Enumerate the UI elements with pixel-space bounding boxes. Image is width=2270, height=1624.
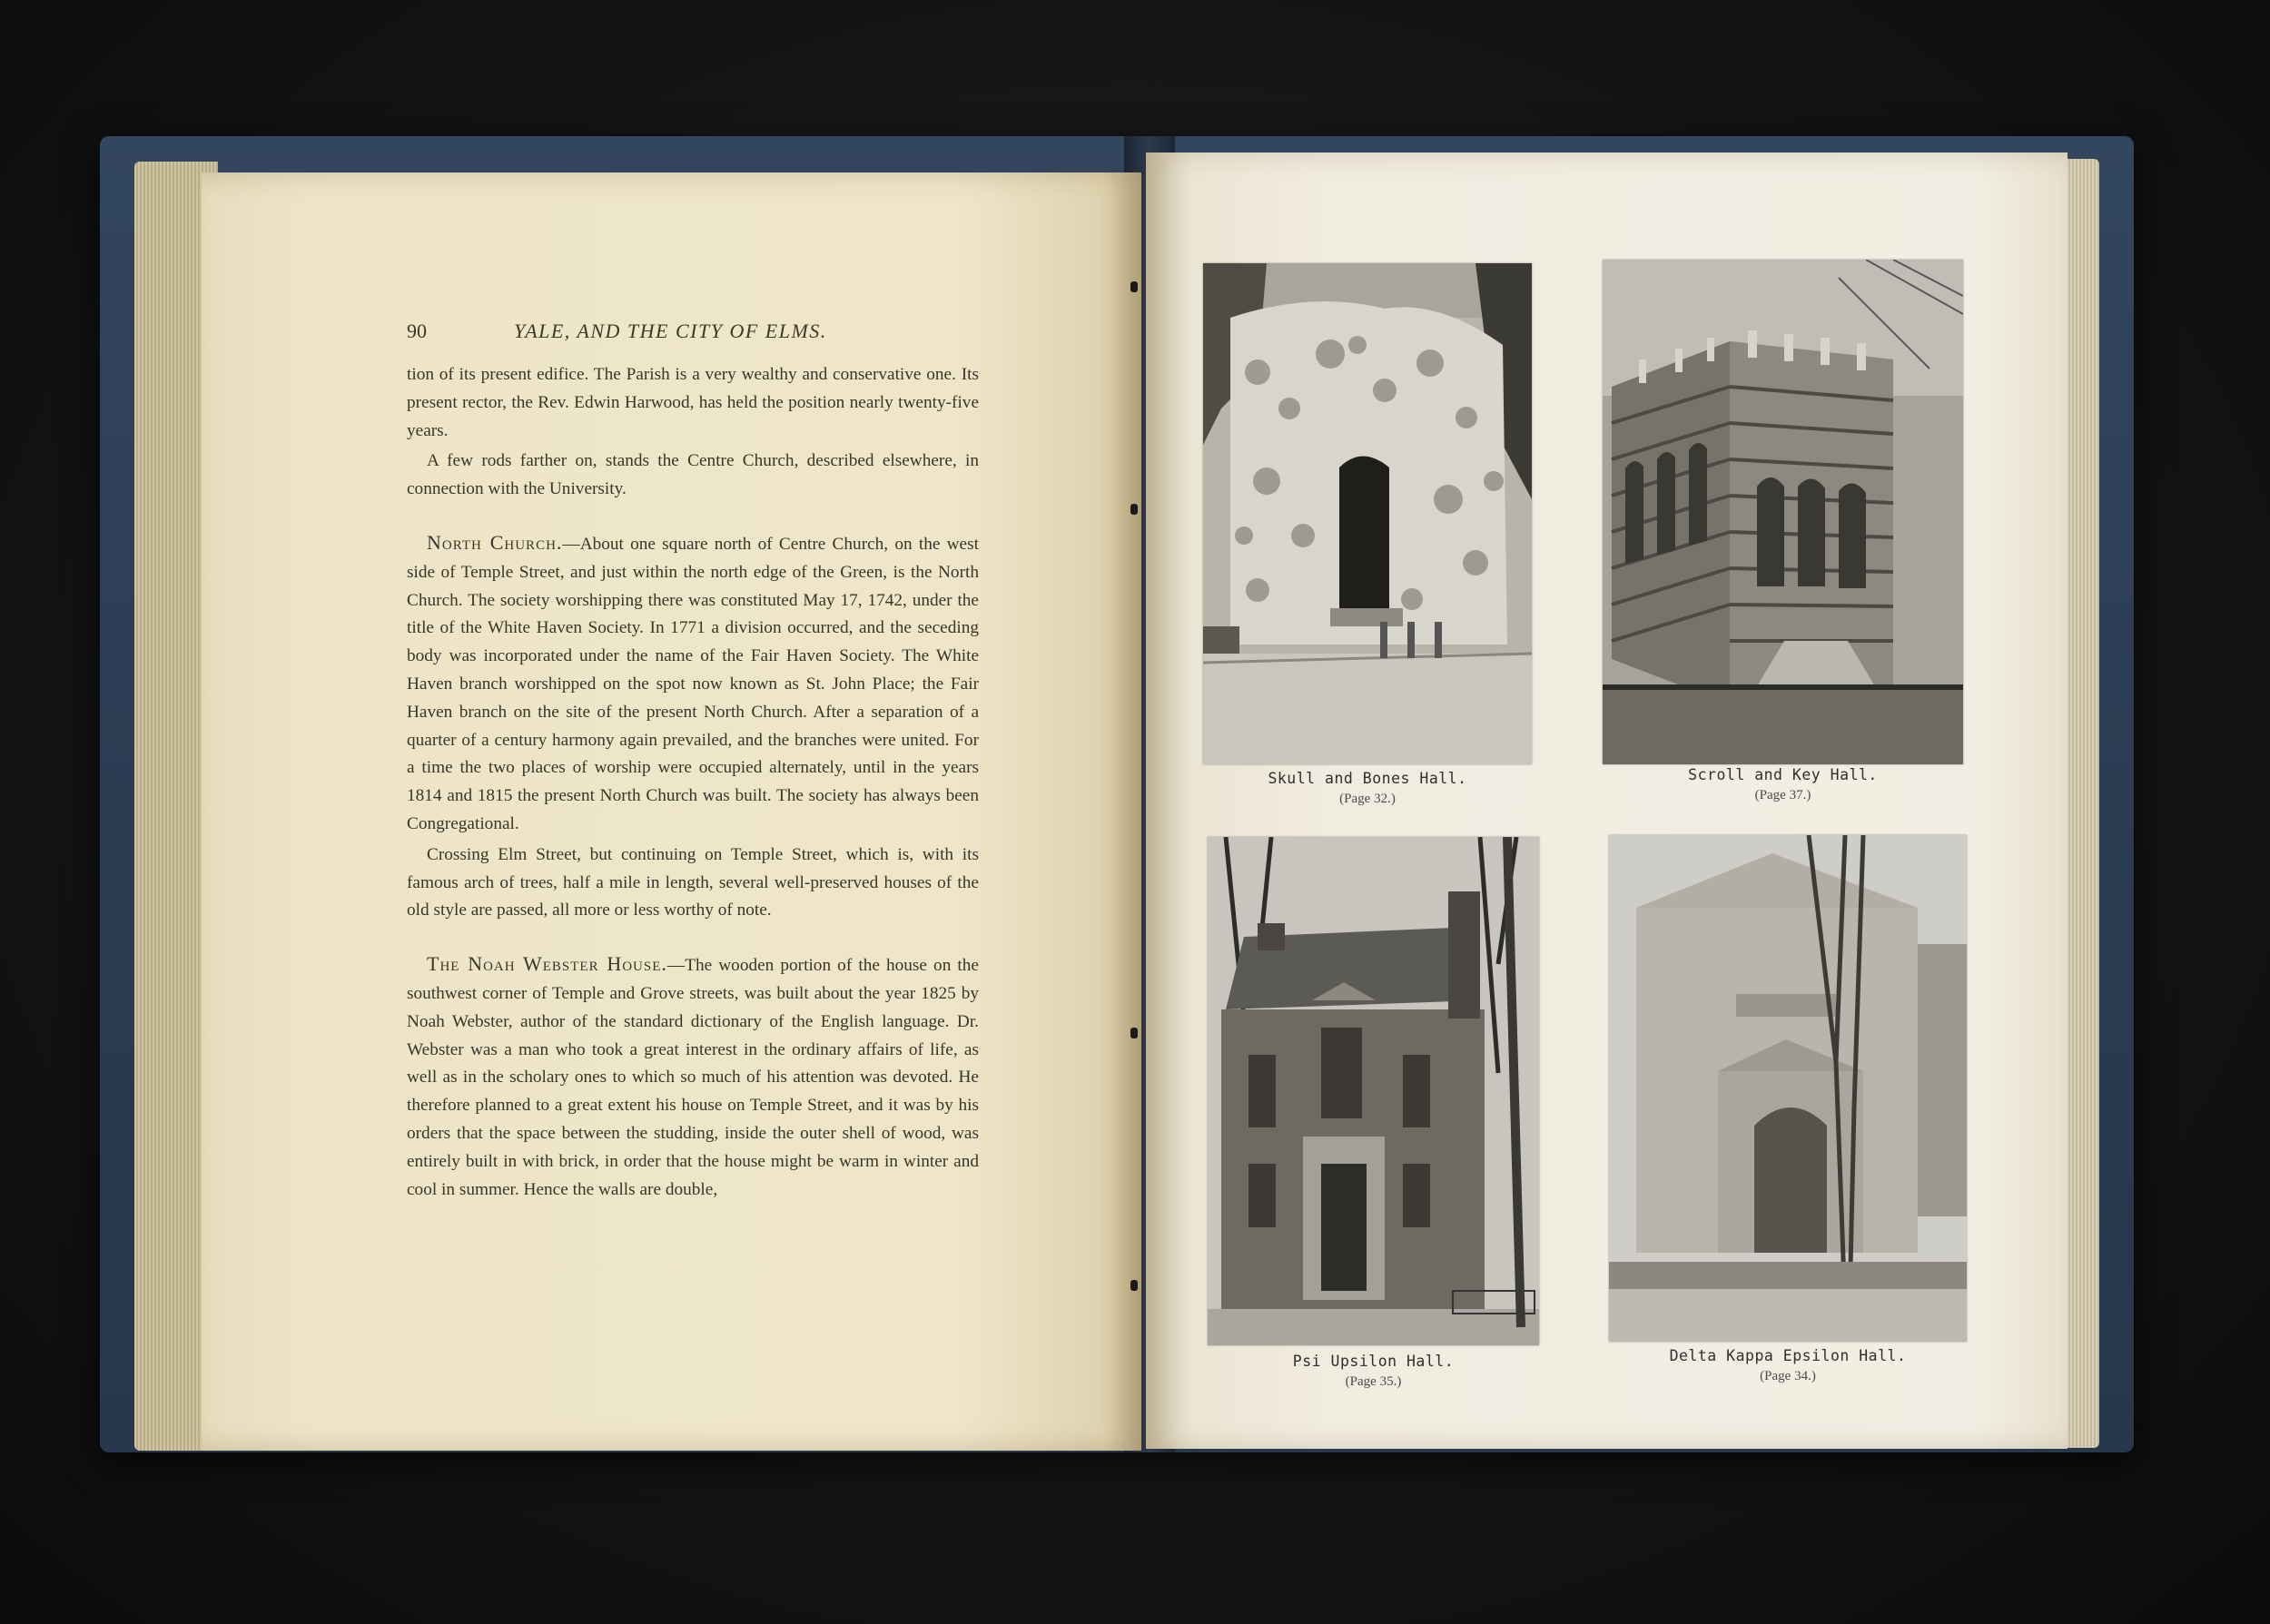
page-number: 90 (407, 320, 427, 342)
section-text: —The wooden portion of the house on the southwest corner of Temple and Grove streets, was built about the year 1825 by Noah Webster, author of the standard dictionary of the English language. Dr. Webster was a man who took a great interest in the ordinary affairs of life, as well as in the scholary ones to which so much of his attention was devoted. He therefore planned to a great extent his house on Temple Street, and it was by his orders that the space between the studding, inside the outer shell of wood, was entirely built in with brick, in order that the house might be warm in winter and cool in summer. Hence the walls are double, (407, 956, 979, 1199)
paragraph-elm-street: Crossing Elm Street, but continuing on Temple Street, which is, with its famous arch of trees, half a mile in length, several well-preserved houses of the old style are passed, all more or less worthy of note. (407, 844, 979, 920)
section-heading: The Noah Webster House. (427, 952, 667, 976)
binding-thread (1130, 504, 1138, 515)
plate-photo-skull-and-bones (1203, 263, 1532, 764)
right-page-edges (2063, 159, 2099, 1448)
plate-page-ref: (Page 37.) (1754, 788, 1811, 802)
paragraph-continuation: tion of its present edifice. The Parish is a very wealthy and conservative one. Its present rector, the Rev. Edwin Harwood, has held the position nearly twenty-five years. (407, 365, 979, 440)
plate-photo-delta-kappa-epsilon (1609, 835, 1967, 1342)
plate-caption: Psi Upsilon Hall. (1292, 1353, 1455, 1370)
plate-caption: Delta Kappa Epsilon Hall. (1669, 1347, 1907, 1364)
section-text: —About one square north of Centre Church, on the west side of Temple Street, and just within the north edge of the Green, is the North Church. The society worshipping there was constituted May 17, 1742, under the title of the White Haven Society. In 1771 a division occurred, and the seceding body was incorporated under the name of the Fair Haven Society. The White Haven branch worshipped on the spot now known as St. John Place; the Fair Haven branch on the site of the present North Church. After a separation of a quarter of a century harmony again prevailed, and the branches were united. For a time the two places of worship were occupied alternately, until in the years 1814 and 1815 the present North Church was built. The society has always been Congregational. (407, 534, 979, 833)
section-noah-webster-house (407, 950, 979, 1204)
running-head (407, 320, 988, 352)
binding-thread (1130, 1028, 1138, 1038)
body-text (407, 361, 979, 1204)
plate-photo-psi-upsilon (1208, 837, 1539, 1345)
plate-page-ref: (Page 32.) (1339, 792, 1396, 806)
plate-page-ref: (Page 35.) (1345, 1374, 1402, 1389)
plate-caption: Scroll and Key Hall. (1688, 766, 1878, 783)
running-title: YALE, AND THE CITY OF ELMS. (514, 320, 827, 342)
paragraph-centre-church: A few rods farther on, stands the Centre Church, described elsewhere, in connection with the University. (407, 451, 979, 499)
binding-thread (1130, 1280, 1138, 1291)
binding-thread (1130, 281, 1138, 292)
plate-caption: Skull and Bones Hall. (1268, 770, 1467, 787)
plate-page-ref: (Page 34.) (1760, 1369, 1816, 1383)
plate-photo-scroll-and-key (1603, 260, 1963, 764)
section-heading: North Church. (427, 530, 563, 554)
section-north-church (407, 529, 979, 839)
